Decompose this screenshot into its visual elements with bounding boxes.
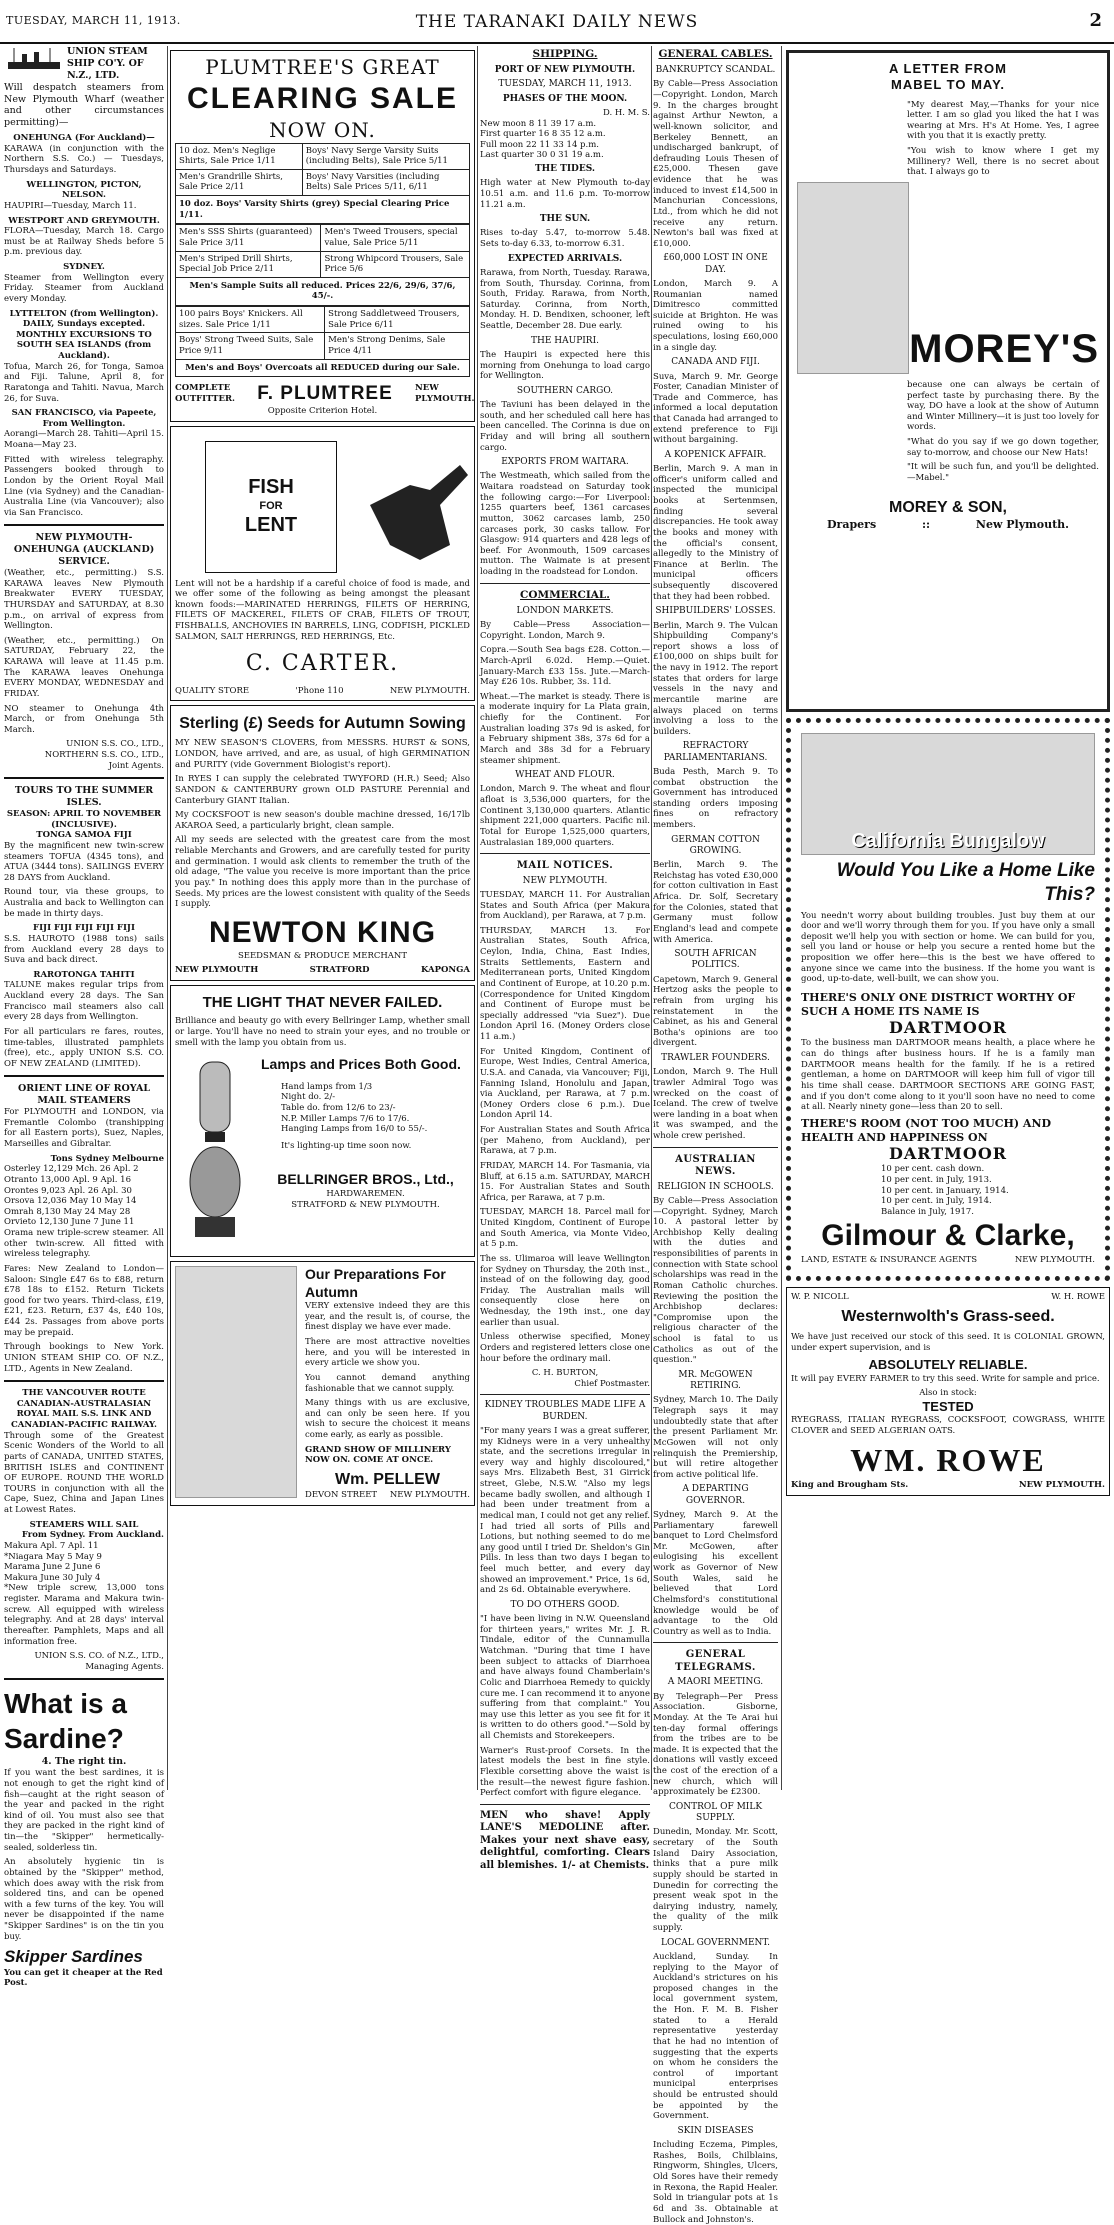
plumtree-cell: Strong Whipcord Trousers, Sale Price 5/6 xyxy=(321,251,470,277)
union-excursions: MONTHLY EXCURSIONS TO SOUTH SEA ISLANDS (from Auckland). xyxy=(16,329,152,361)
maori-heading: A MAORI MEETING. xyxy=(667,1677,764,1688)
pellew-p3: You cannot demand anything fashionable that we cannot supply. xyxy=(305,1372,470,1394)
plumtree-sample: Men's Sample Suits all reduced. Prices 22/6, 29/6, 37/6, 45/-. xyxy=(175,278,470,306)
skin-text: Including Eczema, Pimples, Rashes, Boils, Chilblains, Ringworm, Shingles, Ulcers, Old Sores have their remedy in Rexona, the Rapid Healer. Sold in triangular pots at 1s 6d and 3s. Obtainable at Bullock and Johnston's. xyxy=(653,2140,778,2225)
arrivals-text: Rarawa, from North, Tuesday. Rarawa, from South, Thursday. Corinna, from South, Friday. Rarawa, from North, Saturday. Corinna, from North, Monday. H. D. Bendixen, schooner, left Seattle, December 28. Due early. xyxy=(480,267,650,331)
good-heading: TO DO OTHERS GOOD. xyxy=(510,1599,620,1610)
np-service-heading: NEW PLYMOUTH-ONEHUNGA (AUCKLAND) SERVICE. xyxy=(13,532,155,568)
union-flora: FLORA—Tuesday, March 18. Cargo must be at Railway Sheds before 5 p.m. previous day. xyxy=(4,226,164,258)
plumtree-town: NEW PLYMOUTH. xyxy=(415,383,475,404)
plumtree-cell: 100 pairs Boys' Knickers. All sizes. Sale Price 1/11 xyxy=(176,307,325,333)
bellringer-ad xyxy=(170,985,475,1258)
lamp-price-item: Hanging Lamps from 16/0 to 55/-. xyxy=(281,1124,428,1135)
maori-text: By Telegraph—Per Press Association. Gisborne, Monday. At the Te Arai hui ten-day formal offerings from the tribes are to be made. It is expected that the donations will vastly exceed the cost of the erection of a new church, which will approximately be £2300. xyxy=(653,1691,778,1798)
bungalow-heading: Would You Like a Home Like This? xyxy=(836,860,1095,905)
dartmoor-name: DARTMOOR xyxy=(888,1018,1008,1038)
pellew-show: GRAND SHOW OF MILLINERY NOW ON. COME AT ONCE. xyxy=(305,1444,451,1466)
orient-p2: Orama new triple-screw steamer. All other twin-screw. All fitted with wireless telegraphy. xyxy=(4,1228,164,1260)
newton-king-ad xyxy=(170,705,475,980)
trawler-heading: TRAWLER FOUNDERS. xyxy=(661,1053,770,1063)
newton-king-sub: SEEDSMAN & PRODUCE MERCHANT xyxy=(237,951,408,962)
moon-row: First quarter 16 8 35 12 a.m. xyxy=(480,129,606,140)
letter-heading1: A LETTER FROM xyxy=(889,61,1007,76)
cables-heading: GENERAL CABLES. xyxy=(658,48,773,60)
orient-p1: For PLYMOUTH and LONDON, via Fremantle Colombo (transhipping for all Eastern ports), Suez, Naples, Marseilles and Gibraltar. xyxy=(4,1107,164,1149)
kopenick-heading: A KOPENICK AFFAIR. xyxy=(664,449,767,460)
vancouver-sign: UNION S.S. CO. of N.Z., LTD., Managing Agents. xyxy=(34,1651,164,1672)
union-route-sydney: SYDNEY. xyxy=(63,262,105,272)
np-service-p2: (Weather, etc., permitting.) On SATURDAY, February 22, the KARAWA will leave at 11.45 p.m. The KARAWA leaves Onehunga EVERY MONDAY, WEDNESDAY and FRIDAY. xyxy=(4,635,164,699)
orient-p3: Fares: New Zealand to London—Saloon: Single £47 6s to £88, return £78 18s to £152. Return Tickets good for two years. Third-class, £19, £21, £23. Return, £37 4s, £40 10s, £44 2s. Passages from above ports may be prepaid. xyxy=(4,1263,164,1338)
vancouver-p2: *New triple screw, 13,000 tons register. Marama and Makura twin-screw. All equipped with wireless telegraphy. And at 28 days' interval thereafter. Pamphlets, Maps and all information free. xyxy=(4,1583,164,1647)
vancouver-row: Marama June 2 June 6 xyxy=(4,1562,101,1573)
morey-ad: A LETTER FROM MABEL TO MAY. "My dearest May,—Thanks for your nice letter. I am so glad you liked the hat I was wearing at Mrs. H's At Home. Yes, I agree with you that it is exactly pretty. "You wish to know where I get my Millinery? Well, there is no secret about that. I always go to MOREY'S because one can always be certain of perfect taste by purchasing there. By the way, DO have a look at the show of Autumn and Winter Millinery—it is just too lovely for words. "What do you say if we go down together, say to-morrow, and choose our New Hats! "It will be such fun, and you'll be delighted.—Mabel." MOREY & SON, Drapers :: New Plymouth. xyxy=(786,50,1110,712)
union-route-wellington: WELLINGTON, PICTON, NELSON. xyxy=(26,179,142,201)
lost-heading: £60,000 LOST IN ONE DAY. xyxy=(663,253,768,275)
plumtree-row xyxy=(176,143,470,169)
union-wireless: Fitted with wireless telegraphy. Passengers booked through to London by the Orient Royal Mail Line (via Sydney) and the Canadian-Australia Line (via Vancouver); also via San Francisco. xyxy=(4,454,164,518)
morey-town: New Plymouth. xyxy=(975,517,1069,531)
islands-fiji: FIJI FIJI FIJI FIJI FIJI xyxy=(33,923,135,934)
port-heading: PORT OF NEW PLYMOUTH. xyxy=(494,65,636,76)
column-shipping-ads xyxy=(4,46,164,1989)
mail-p1: TUESDAY, MARCH 11. For Australian States and South Africa (per Makura from Auckland), per Rarawa, at 7 p.m. xyxy=(480,889,650,922)
lost-text: London, March 9. A Roumanian named Dimitresco committed suicide at Brighton. He was ruined owing to his speculations, losing £60,000 in a single day. xyxy=(653,278,778,353)
seeds-title: Sterling (£) Seeds for Autumn Sowing xyxy=(179,715,466,733)
for-word: FOR xyxy=(259,499,283,512)
letter-p5: "It will be such fun, and you'll be delighted.—Mabel." xyxy=(907,462,1099,483)
vancouver-row: *Niagara May 5 May 9 xyxy=(4,1551,102,1562)
lamps-price-list xyxy=(261,1082,470,1135)
seeds-p2: In RYES I can supply the celebrated TWYFORD (H.R.) Seed; Also SANDON & CANTERBURY grown OLD PASTURE Perennial and Canterbury GIANT Italian. xyxy=(175,774,470,806)
oil-lamp-icon xyxy=(175,1052,255,1252)
mcgowen-text: Sydney, March 10. The Daily Telegraph says it may undoubtedly state that after the present Parliament Mr. McGowen will not only relinquish the Premiership, but will retire altogether from active political life. xyxy=(653,1395,778,1480)
page-number: 2 xyxy=(1089,10,1102,31)
seeds-p1: MY NEW SEASON'S CLOVERS, from MESSRS. HURST & SONS, LONDON, have arrived, and are, as usual, of high GERMINATION and PURITY (vide Government Biologist's report). xyxy=(175,738,470,770)
haupiri-heading: THE HAUPIRI. xyxy=(530,335,600,346)
carter-ad xyxy=(170,426,475,702)
rowe-right: W. H. ROWE xyxy=(1051,1291,1105,1302)
newton-town-kaponga: KAPONGA xyxy=(420,964,470,975)
mail-p6: TUESDAY, MARCH 18. Parcel mail for United Kingdom, Continent of Europe and South America, via Monte Video, at 5 p.m. xyxy=(480,1207,650,1250)
vancouver-table xyxy=(4,1541,164,1584)
union-route-onehunga: ONEHUNGA (For Auckland)— xyxy=(13,133,155,144)
london-p3: Wheat.—The market is steady. There is a moderate inquiry for La Plata grain, chiefly for the Continent. For Australian loading 37s 9d is asked, for a February shipment 38s, 37s 6d for a March and 38s 3d for a February steamer shipment. xyxy=(480,691,650,766)
ship-text: Berlin, March 9. The Vulcan Shipbuilding Company's report shows a loss of £100,000 on ships built for the navy in 1912. The report states that orders for large vessels in the navy and mercantile marine are always placed on terms involving a loss to the builders. xyxy=(653,620,778,737)
letter-p3: because one can always be certain of perfect taste by purchasing there. By the way, DO have a look at the show of Autumn and Winter Millinery—it is just too lovely for words. xyxy=(907,379,1099,433)
local-heading: LOCAL GOVERNMENT. xyxy=(661,1937,770,1948)
islands-p1: By the magnificent new twin-screw steamers TOFUA (4345 tons), and ATUA (3444 tons). SAILINGS EVERY 28 DAYS from Auckland. xyxy=(4,840,164,883)
rowe-list: RYEGRASS, ITALIAN RYEGRASS, COCKSFOOT, COWGRASS, WHITE CLOVER and SEED ALGERIAN OATS. xyxy=(791,1415,1105,1436)
orient-row: Otranto 13,000 Apl. 9 Apl. 16 xyxy=(4,1174,131,1185)
pellew-name: Wm. PELLEW xyxy=(335,1470,440,1488)
plumtree-row xyxy=(176,307,470,333)
lamp-price-item: Hand lamps from 1/3 xyxy=(281,1081,373,1092)
ship-heading: SHIPBUILDERS' LOSSES. xyxy=(655,606,776,617)
plumtree-reduced: Men's and Boys' Overcoats all REDUCED during our Sale. xyxy=(175,360,470,378)
lent-word: LENT xyxy=(244,514,298,537)
letter-p4: "What do you say if we go down together, say to-morrow, and choose our New Hats! xyxy=(907,437,1099,458)
lady-with-hat-illustration xyxy=(797,182,909,374)
milk-text: Dunedin, Monday. Mr. Scott, secretary of the South Island Dairy Association, thinks that a pure milk supply should be started in Dunedin for correcting the present weak spot in the dairying industry, namely, the quality of the milk supply. xyxy=(653,1827,778,1933)
moreys-wordmark: MOREY'S xyxy=(909,326,1099,371)
mail-p3: For United Kingdom, Continent of Europe, West Indies, Central America, U.S.A. and Canada, via Vancouver; Fiji, Fanning Island, Honolulu and Japan, via Auckland, per Rarawa, at 7 p.m. (Money Orders close 6 p.m.). Due London April 14. xyxy=(480,1046,650,1121)
rel-text: By Cable—Press Association—Copyright. Sydney, March 10. A pastoral letter by Archbishop Kelly dealing with the duties and responsibilities of parents in connection with State school scholarships was read in the Roman Catholic churches. Reviewing the position the Archbishop declares: "Compromise upon the religious character of the school is fatal to us Catholics as out of the question." xyxy=(653,1195,778,1366)
newton-king-name: NEWTON KING xyxy=(208,915,437,949)
letter-heading2: MABEL TO MAY. xyxy=(891,77,1005,93)
rowe-also: Also in stock: xyxy=(919,1388,977,1399)
issue-date: TUESDAY, MARCH 11, 1913. xyxy=(6,14,181,27)
orient-table xyxy=(4,1164,164,1228)
milk-heading: CONTROL OF MILK SUPPLY. xyxy=(668,1801,763,1824)
np-sign-northern: NORTHERN S.S. CO., LTD., xyxy=(44,750,164,760)
np-sign-agents: Joint Agents. xyxy=(108,760,164,771)
plumtree-title2: CLEARING SALE xyxy=(186,82,458,115)
plumtree-complete: COMPLETE OUTFITTER. xyxy=(175,383,236,404)
orient-row: Orontes 9,023 Apl. 26 Apl. 30 xyxy=(4,1185,132,1196)
cargo-heading: SOUTHERN CARGO. xyxy=(516,385,614,396)
bellringer-town: STRATFORD & NEW PLYMOUTH. xyxy=(291,1199,440,1210)
plumtree-ad xyxy=(170,50,475,422)
mail-sign1: C. H. BURTON, xyxy=(531,1368,599,1379)
carter-name: C. CARTER. xyxy=(245,651,400,677)
plumtree-row xyxy=(176,333,470,359)
plumtree-cell: Men's Striped Drill Shirts, Special Job Price 2/11 xyxy=(176,251,321,277)
union-haupiri: HAUPIRI—Tuesday, March 11. xyxy=(4,200,137,211)
vancouver-p1: Through some of the Greatest Scenic Wonders of the World to all parts of CANADA, UNITED STATES, BRITISH ISLES and CONTINENT OF EUROPE. ROUND THE WORLD TOURS in conjunction with all the Cape, Suez, China and Japan Lines at Lowest Rates. xyxy=(4,1430,164,1515)
cotton-heading: GERMAN COTTON GROWING. xyxy=(671,834,760,856)
dartmoor-term: 10 per cent. in January, 1914. xyxy=(881,1185,1009,1196)
shave-ad: MEN who shave! Apply LANE'S MEDOLINE after. Makes your next shave easy, delightful, comforting. Clears all blemishes. 1/- at Chemists. xyxy=(480,1809,650,1871)
bungalow-illustration xyxy=(801,733,1095,855)
plumtree-title1: PLUMTREE'S GREAT xyxy=(205,55,440,79)
vancouver-sub: STEAMERS WILL SAIL xyxy=(29,1519,139,1530)
good-text: "I have been living in N.W. Queensland for thirteen years," writes Mr. J. R. Tindale, editor of the Cunnamulla Watchman. "During that time I have been subject to attacks of Diarrhoea and have always found Chamberlain's Colic and Diarrhoea Remedy to quickly cure me. I can recommend it to anyone suffering from that complaint." You may use this letter as you see fit for it is written to do others good."—Sold by all Chemists and Storekeepers. xyxy=(480,1614,650,1741)
shipping-date: TUESDAY, MARCH 11, 1913. xyxy=(498,79,632,90)
carter-text: Lent will not be a hardship if a careful choice of food is made, and we offer some of the following as being amongst the pleasant known foods:—MARINATED HERRINGS, FILETS OF HERRING, FILETS OF MACKEREL, FILETS OF CRAB, FILETS OF TROUT, FISHBALLS, ANCHOVIES IN BARRELS, LING, CODFISH, PICKLED SALMON, SALT HERRINGS, RED HERRINGS, Etc. xyxy=(175,578,470,642)
column-display-ads xyxy=(170,46,475,1790)
plumtree-special: 10 doz. Boys' Varsity Shirts (grey) Special Clearing Price 1/11. xyxy=(175,196,470,224)
carter-store: QUALITY STORE xyxy=(175,685,250,696)
orient-heading: ORIENT LINE OF ROYAL MAIL STEAMERS xyxy=(18,1083,150,1107)
plumtree-table1 xyxy=(175,143,470,197)
orient-row: Orsova 12,036 May 10 May 14 xyxy=(4,1196,137,1207)
sun-heading: THE SUN. xyxy=(539,214,591,225)
commercial-heading: COMMERCIAL. xyxy=(520,588,610,601)
exports-heading: EXPORTS FROM WAITARA. xyxy=(501,457,629,468)
seeds-p3: My COCKSFOOT is new season's double machine dressed, 16/17lb AKAROA Seed, a particularly bright, clean sample. xyxy=(175,810,470,831)
gilmour-sub: LAND, ESTATE & INSURANCE AGENTS xyxy=(801,1254,978,1265)
vancouver-row: Makura June 30 July 4 xyxy=(4,1572,101,1583)
column-rule xyxy=(167,46,168,1790)
rowe-ad xyxy=(786,1287,1110,1497)
plumtree-table3 xyxy=(175,306,470,360)
moon-row: New moon 8 11 39 17 a.m. xyxy=(480,118,597,129)
mail-p7: The ss. Ulimaroa will leave Wellington for Sydney on Thursday, the 20th inst., instead of on the following day, good Friday. The Australian mails will consequently close here on Wednesday, the 19th inst., one day earlier than usual. xyxy=(480,1253,650,1328)
sardine-brand: Skipper Sardines xyxy=(4,1947,143,1967)
steamship-icon xyxy=(4,46,64,74)
plumtree-cell: Men's Strong Denims, Sale Price 4/11 xyxy=(325,333,470,359)
carter-town: NEW PLYMOUTH. xyxy=(389,685,470,696)
haupiri-text: The Haupiri is expected here this morning from Onehunga to load cargo for Wellington. xyxy=(480,349,650,382)
seeds-p4: All my seeds are selected with the greatest care from the most reliable Merchants and Growers, and are carefully tested for purity and germination. I would ask clients to remember the truth of the old adage, "The value you receive is more important than the price you pay." In nothing does this apply more than in the purchase of Seeds. My prices are the lowest consistent with quality of the Seeds I supply. xyxy=(175,835,470,910)
moon-columns: D. H. M. S. xyxy=(602,107,650,118)
plumtree-row xyxy=(176,225,470,251)
letter-p1: "My dearest May,—Thanks for your nice letter. I am so glad you liked the hat I was wearing at Mrs. H's At Home. Yes, I agree with you that it is exactly pretty. xyxy=(907,99,1099,142)
exports-text: The Westmeath, which sailed from the Waitara roadstead on Saturday took the following cargo:—For Liverpool: 1255 quarters beef, 1361 carcases mutton, 3062 carcases lamb, 250 carcases pork, 30 casks tallow. For Glasgow: 914 quarters and 428 legs of beef. For Avonmouth, 1509 carcases mutton. The Waimate is at present loading in the roadstead for London. xyxy=(480,471,650,577)
plumtree-row xyxy=(176,169,470,195)
shipping-heading: SHIPPING. xyxy=(532,48,598,60)
plumtree-row xyxy=(176,251,470,277)
vancouver-columns: From Sydney. From Auckland. xyxy=(21,1530,164,1541)
plumtree-title3: NOW ON. xyxy=(269,117,376,142)
moon-row: Full moon 22 11 33 14 p.m. xyxy=(480,139,599,150)
column-right-ads xyxy=(786,46,1110,1790)
islands-p5: For all particulars re fares, routes, time-tables, illustrated pamphlets (free), etc., apply UNION S.S. CO. OF NEW ZEALAND (LIMITED). xyxy=(4,1026,164,1069)
sardine-p2: An absolutely hygienic tin is obtained by the "Skipper" method, which does away with the risk from soldered tins, and can be opened with a few turns of the key. You will never be disappointed if the name "Skipper Sardines" is on the tin you buy. xyxy=(4,1857,164,1942)
plumtree-cell: 10 doz. Men's Neglige Shirts, Sale Price 1/11 xyxy=(176,143,303,169)
orient-p4: Through bookings to New York. UNION STEAM SHIP CO. OF N.Z., LTD., Agents in New Zealand. xyxy=(4,1342,164,1374)
lady-in-hat-illustration xyxy=(175,1266,297,1498)
mail-town: NEW PLYMOUTH. xyxy=(522,875,608,886)
plumtree-cell: Men's SSS Shirts (guaranteed) Sale Price 3/11 xyxy=(176,225,321,251)
dartmoor-heading1: THERE'S ONLY ONE DISTRICT WORTHY OF SUCH A HOME ITS NAME IS xyxy=(801,990,1076,1018)
union-heading: UNION STEAM SHIP CO'Y. OF N.Z., LTD. xyxy=(67,46,148,81)
bank-heading: BANKRUPTCY SCANDAL. xyxy=(655,65,776,76)
union-route-sf: SAN FRANCISCO, via Papeete, From Wellington. xyxy=(11,408,157,429)
islands-p3: S.S. HAUROTO (1988 tons) sails from Auckland every 28 days to Suva and back direct. xyxy=(4,933,164,966)
column-shipping-news xyxy=(480,46,650,1871)
np-sign-union: UNION S.S. CO., LTD., xyxy=(66,739,164,750)
plumtree-cell: Boys' Strong Tweed Suits, Sale Price 9/11 xyxy=(176,333,325,359)
orient-columns: Tons Sydney Melbourne xyxy=(50,1153,164,1164)
bank-text: By Cable—Press Association—Copyright. London, March 9. In the charges brought against Arthur Newton, a well-known solicitor, and Berkeley Bennett, an undischarged bankrupt, of defrauding Louis Thesen of £25,000. Thesen gave evidence that he was induced to invest £14,500 in Manchurian Concessions, Ltd., from which he did not receive any return. Newton's bail was fixed at £10,000. xyxy=(653,79,778,249)
tel-heading: GENERAL TELEGRAMS. xyxy=(675,1649,756,1673)
lamp-price-item: Table do. from 12/6 to 23/- xyxy=(281,1102,396,1113)
letter-p2: "You wish to know where I get my Millinery? Well, there is no secret about that. I always go to xyxy=(907,146,1099,178)
bellringer-sub: HARDWAREMEN. xyxy=(326,1188,405,1199)
gilmour-town: NEW PLYMOUTH. xyxy=(1014,1254,1095,1265)
column-cables xyxy=(653,46,778,2225)
fish-word: FISH xyxy=(248,475,294,498)
dartmoor-terms xyxy=(801,1164,1095,1217)
column-rule xyxy=(781,46,782,1790)
light-p1: Brilliance and beauty go with every Bellringer Lamp, whether small or large. You'll have no need to strain your eyes, and no trouble or smell with the lamp you obtain from us. xyxy=(175,1016,470,1048)
rowe-name: WM. ROWE xyxy=(850,1442,1046,1479)
newspaper-title: THE TARANAKI DAILY NEWS xyxy=(415,12,699,32)
bungalow-text: You needn't worry about building troubles. Just buy them at our door and we'll worry through them for you. If you have only a small deposit we'll help you with section or home. We can build for you, sell you land or house or help you secure a rented home but the proposition we offer here—this is the best we have offered to anyone since we came into the business. If the home you want is good, up-to-date, well-built, we can show you. xyxy=(801,910,1095,985)
union-sydney-text: Steamer from Wellington every Friday. Steamer from Auckland every Monday. xyxy=(4,272,164,304)
bungalow-caption: California Bungalow xyxy=(851,830,1045,852)
light-title: THE LIGHT THAT NEVER FAILED. xyxy=(202,993,443,1011)
rowe-title: Westernwolth's Grass-seed. xyxy=(841,1308,1055,1326)
pointing-hand-icon xyxy=(360,445,470,565)
mail-p8: Unless otherwise specified, Money Orders and registered letters close one hour before the ordinary mail. xyxy=(480,1332,650,1364)
plumtree-cell: Strong Saddletweed Trousers, Sale Price 6/11 xyxy=(325,307,470,333)
refr-text: Buda Pesth, March 9. To combat obstruction the Government has introduced standing orders imposing fines on refractory members. xyxy=(653,766,778,830)
morey-drapers: Drapers xyxy=(827,517,877,531)
trawler-text: London, March 9. The Hull trawler Admiral Togo was wrecked on the coast of Iceland. The crew of twelve were landing in a boat when it was swamped, and the whole crew perished. xyxy=(653,1067,778,1141)
pellew-ad xyxy=(170,1261,475,1505)
rel-heading: RELIGION IN SCHOOLS. xyxy=(657,1181,774,1192)
union-intro: Will despatch steamers from New Plymouth Wharf (weather and other circumstances permitting)— xyxy=(4,81,164,129)
carter-phone: 'Phone 110 xyxy=(295,685,344,696)
dartmoor-term: 10 per cent. in July, 1913. xyxy=(881,1174,992,1185)
sa-text: Capetown, March 9. General Hertzog asks the people to refrain from urging his reinstatement in the Cabinet, as his and General Botha's opinions are too divergent. xyxy=(653,974,778,1049)
union-route-lyttelton: LYTTELTON (from Wellington). DAILY, Sundays excepted. xyxy=(9,308,159,330)
islands-route: TONGA SAMOA FIJI xyxy=(36,830,132,841)
gilmour-name: Gilmour & Clarke, xyxy=(821,1219,1075,1253)
pellew-town: NEW PLYMOUTH. xyxy=(389,1489,470,1500)
islands-tahiti: RAROTONGA TAHITI xyxy=(33,969,135,980)
dartmoor-term: Balance in July, 1917. xyxy=(881,1206,974,1217)
lamp-price-item: N.P. Miller Lamps 7/6 to 17/6. xyxy=(281,1113,410,1124)
gov-text: Sydney, March 9. At the Parliamentary farewell banquet to Lord Chelmsford Mr. McGowen, after eulogising his excellent work as Governor of New South Wales, said he believed that Lord Chelmsford's constitutional knowledge would be of advantage to the Old Country as well as to India. xyxy=(653,1509,778,1637)
cotton-text: Berlin, March 9. The Reichstag has voted £30,000 for cotton cultivation in East Africa. Dr. Solf, Secretary for the Colonies, stated that Germany must follow England's lead and compete with America. xyxy=(653,860,778,945)
wheat-heading: WHEAT AND FLOUR. xyxy=(515,770,615,781)
mail-sign2: Chief Postmaster. xyxy=(574,1378,650,1389)
sardine-p1: If you want the best sardines, it is not enough to get the right kind of fish—caught at the right season of the year and packed in the right kind of oil. You must also see that they are packed in the right kind of tin—the "Skipper" hermetically-sealed, solderless tin. xyxy=(4,1768,164,1853)
pellew-p2: There are most attractive novelties here, and you will be interested in every article we show you. xyxy=(305,1337,470,1369)
tides-text: High water at New Plymouth to-day 10.51 a.m. and 11.6 p.m. To-morrow 11.21 a.m. xyxy=(480,178,650,210)
masthead xyxy=(0,0,1114,44)
bellringer-name: BELLRINGER BROS., Ltd., xyxy=(277,1171,454,1188)
plumtree-table2 xyxy=(175,224,470,278)
rowe-p1: We have just received our stock of this seed. It is COLONIAL GROWN, under expert supervision, and is xyxy=(791,1332,1105,1353)
sun-text: Rises to-day 5.47, to-morrow 5.48. Sets to-day 6.33, to-morrow 6.31. xyxy=(480,228,650,249)
rowe-p2: It will pay EVERY FARMER to try this seed. Write for sample and price. xyxy=(791,1373,1100,1384)
sardine-footer: You can get it cheaper at the Red Post. xyxy=(4,1967,163,1989)
union-islands: Tofua, March 26, for Tonga, Samoa and Fiji. Talune, April 8, for Raratonga and Tahiti. Navua, March 26, for Suva. xyxy=(4,361,164,404)
fiji-heading: CANADA AND FIJI. xyxy=(671,357,760,368)
rowe-left: W. P. NICOLL xyxy=(791,1291,849,1302)
arrivals-heading: EXPECTED ARRIVALS. xyxy=(507,253,623,264)
islands-p4: TALUNE makes regular trips from Auckland every 28 days. The San Francisco mail steamers also call every 28 days from Wellington. xyxy=(4,980,164,1023)
mail-heading: MAIL NOTICES. xyxy=(516,860,614,872)
dartmoor-heading2: THERE'S ROOM (NOT TOO MUCH) AND HEALTH AND HAPPINESS ON xyxy=(801,1116,1052,1144)
union-karawa: KARAWA (in conjunction with the Northern S.S. Co.) — Tuesdays, Thursdays and Saturdays. xyxy=(4,143,164,175)
orient-row: Omrah 8,130 May 24 May 28 xyxy=(4,1206,131,1217)
rowe-address: King and Brougham Sts. xyxy=(791,1480,909,1491)
pellew-p4: Many things with us are exclusive, and can only be seen here. If you wish to secure the choicest it means come early, as early as possible. xyxy=(305,1398,470,1440)
union-route-westport: WESTPORT AND GREYMOUTH. xyxy=(8,215,160,226)
warner-text: Warner's Rust-proof Corsets. In the latest models the best in fine style. Flexible corsetting above the waist is the result—the newest figure fashion. Perfect comfort with figure elegance. xyxy=(480,1745,650,1799)
moon-heading: PHASES OF THE MOON. xyxy=(502,93,628,104)
kidney-text: "For many years I was a great sufferer, my Kidneys were in a very unhealthy state, and the secretions irregular in every way and highly discoloured," says Mrs. Elizabeth Best, 31 Girrick street, Glebe, N.S.W. "Also my legs became badly swollen, and although I had been under treatment from a medical man, I could not get any relief. I had tried all sorts of Pills and Lotions, but nothing seemed to do me any good until I tried Dr. Sheldon's Gin Pills. In less than two days I began to feel much better, and every day showed an improvement." Price, 1s 6d, and 2s 6d. Obtainable everywhere. xyxy=(480,1425,650,1596)
islands-p2: Round tour, via these groups, to Australia and back to Wellington can be made in thirty days. xyxy=(4,887,164,919)
moon-table xyxy=(480,119,650,162)
london-p1: By Cable—Press Association—Copyright. London, March 9. xyxy=(480,620,650,641)
islands-heading: TOURS TO THE SUMMER ISLES. xyxy=(14,785,154,809)
wheat-text: London, March 9. The wheat and flour afloat is 3,536,000 quarters, for the Continent 3,130,000 quarters. Atlantic shipment 221,000 quarters. Pacific nil. Total for Europe 1,525,000 quarters, Australasian 189,000 quarters. xyxy=(480,784,650,848)
morey-name: MOREY & SON, xyxy=(889,498,1007,516)
rowe-town: NEW PLYMOUTH. xyxy=(1018,1480,1105,1491)
skin-heading: SKIN DISEASES xyxy=(677,2125,754,2136)
pellew-street: DEVON STREET xyxy=(305,1489,378,1500)
dartmoor-ad xyxy=(786,718,1110,1281)
newton-town-np: NEW PLYMOUTH xyxy=(175,964,259,975)
column-rule xyxy=(477,46,478,1790)
kopenick-text: Berlin, March 9. A man in officer's uniform called and inspected the municipal books at Sertenmsen, finding several discrepancies. He took away the books and money with the official's consent, allegedly to the Ministry of Finance at Berlin. The municipal officers subsequently discovered that they had been robbed. xyxy=(653,464,778,602)
tides-heading: THE TIDES. xyxy=(534,164,596,174)
np-service-p3: NO steamer to Onehunga 4th March, or from Onehunga 5th March. xyxy=(4,703,164,735)
sardine-answer: 4. The right tin. xyxy=(41,1756,127,1768)
mail-p2: THURSDAY, MARCH 13. For Australian States, South Africa, Ceylon, India, China, East Indies, Straits Settlements, Eastern and Mediterranean ports, United Kingdom and Continent of Europe, at 10.20 p.m. (Correspondence for United Kingdom and Continent of Europe must be specially addressed "via Suez"). Due London April 16. (Money Orders close 11 a.m.) xyxy=(480,925,650,1042)
np-service-p1: (Weather, etc., permitting.) S.S. KARAWA leaves New Plymouth Breakwater EVERY TUESDAY, THURSDAY and SATURDAY, at 8.30 p.m., on arrival of express from Wellington. xyxy=(4,568,164,632)
plumtree-cell: Men's Grandrille Shirts, Sale Price 2/11 xyxy=(176,169,303,195)
dartmoor-name-2: DARTMOOR xyxy=(888,1144,1008,1164)
sa-heading: SOUTH AFRICAN POLITICS. xyxy=(674,949,757,971)
plumtree-cell: Boys' Navy Varsities (including Belts) Sale Prices 5/11, 6/11 xyxy=(302,169,469,195)
fiji-text: Suva, March 9. Mr. George Foster, Canadian Minister of Trade and Commerce, has informed a local deputation that Canada had arranged to extend preference to Fiji without bargaining. xyxy=(653,371,778,446)
column-rule xyxy=(651,46,652,1790)
aus-heading: AUSTRALIAN NEWS. xyxy=(675,1153,756,1178)
cargo-text: The Taviuni has been delayed in the south, and her scheduled call here has been cancelled. The Corinna is due on Friday and will bring all southern cargo. xyxy=(480,400,650,453)
pellew-p1: VERY extensive indeed they are this year, and the result is, of course, the finest display we have ever made. xyxy=(305,1301,470,1333)
plumtree-cell: Men's Tweed Trousers, special value, Sale Price 5/11 xyxy=(321,225,470,251)
dartmoor-term: 10 per cent. cash down. xyxy=(881,1164,985,1175)
mcgowen-heading: MR. McGOWEN RETIRING. xyxy=(678,1369,753,1392)
lamps-time: It's lighting-up time soon now. xyxy=(281,1140,412,1151)
islands-season: SEASON: APRIL TO NOVEMBER (INCLUSIVE). xyxy=(6,809,162,830)
dartmoor-text: To the business man DARTMOOR means health, a place where he can do things after business hours. If he is a family man DARTMOOR means health for the family. If he is a retired gentleman, a home on DARTMOOR will keep him full of vigor till his time shall cease. DARTMOOR SECTIONS ARE GOING FAST, and if you don't come along to it you'll soon have no need to come at all. Nearly ninety gone—less than 20 to sell. xyxy=(801,1038,1095,1113)
orient-row: Orvieto 12,130 June 7 June 11 xyxy=(4,1217,135,1228)
vancouver-row: Makura Apl. 7 Apl. 11 xyxy=(4,1540,99,1551)
newton-town-stratford: STRATFORD xyxy=(309,964,370,975)
rowe-tested: TESTED xyxy=(922,1398,974,1414)
rowe-absolutely: ABSOLUTELY RELIABLE. xyxy=(868,1357,1028,1373)
plumtree-cell: Boys' Navy Serge Varsity Suits (including Belts), Sale Price 5/11 xyxy=(302,143,469,169)
pellew-title: Our Preparations For Autumn xyxy=(305,1266,446,1300)
mail-p5: FRIDAY, MARCH 14. For Tasmania, via Bluff, at 6.15 a.m. SATURDAY, MARCH 15. For Australian States and South Africa, per Rarawa, at 7 p.m. xyxy=(480,1160,650,1203)
dartmoor-term: 10 per cent. in July, 1914. xyxy=(881,1196,992,1207)
moon-row: Last quarter 30 0 31 19 a.m. xyxy=(480,150,604,161)
plumtree-address: Opposite Criterion Hotel. xyxy=(267,405,378,416)
vancouver-heading: THE VANCOUVER ROUTE CANADIAN-AUSTRALASIAN ROYAL MAIL S.S. LINK AND CANADIAN-PACIFIC RAILWAY. xyxy=(11,1388,157,1430)
london-p2: Copra.—South Sea bags £28. Cotton.—March-April 6.02d. Hemp.—Quiet. January-March £33 15s. Jute.—March-May £26 10s. Rubber, 3s. 11d. xyxy=(480,645,650,688)
gov-heading: A DEPARTING GOVERNOR. xyxy=(682,1484,749,1506)
kidney-heading: KIDNEY TROUBLES MADE LIFE A BURDEN. xyxy=(484,1400,646,1422)
lamps-title: Lamps and Prices Both Good. xyxy=(261,1056,461,1073)
refr-heading: REFRACTORY PARLIAMENTARIANS. xyxy=(663,741,768,763)
sardine-question: What is a Sardine? xyxy=(4,1688,127,1755)
mail-p4: For Australian States and South Africa (per Maheno, from Auckland), per Rarawa, at 7 p.m. xyxy=(480,1125,650,1157)
fish-for-lent-sign xyxy=(205,441,337,573)
london-heading: LONDON MARKETS. xyxy=(516,605,614,616)
lamp-price-item: Night do. 2/- xyxy=(281,1092,336,1103)
local-text: Auckland, Sunday. In replying to the Mayor of Auckland's strictures on his proposed changes in the local government system, the Hon. F. M. B. Fisher stated to a Herald representative yesterday that he had no intention of suggesting that the experts on whom he considers the control of important municipal enterprises should be entrusted should be appointed by the Government. xyxy=(653,1951,778,2122)
plumtree-name: F. PLUMTREE xyxy=(257,383,393,405)
orient-row: Osterley 12,129 Mch. 26 Apl. 2 xyxy=(4,1164,139,1175)
union-sf-dates: Aorangi—March 28. Tahiti—April 15. Moana—May 23. xyxy=(4,429,164,450)
